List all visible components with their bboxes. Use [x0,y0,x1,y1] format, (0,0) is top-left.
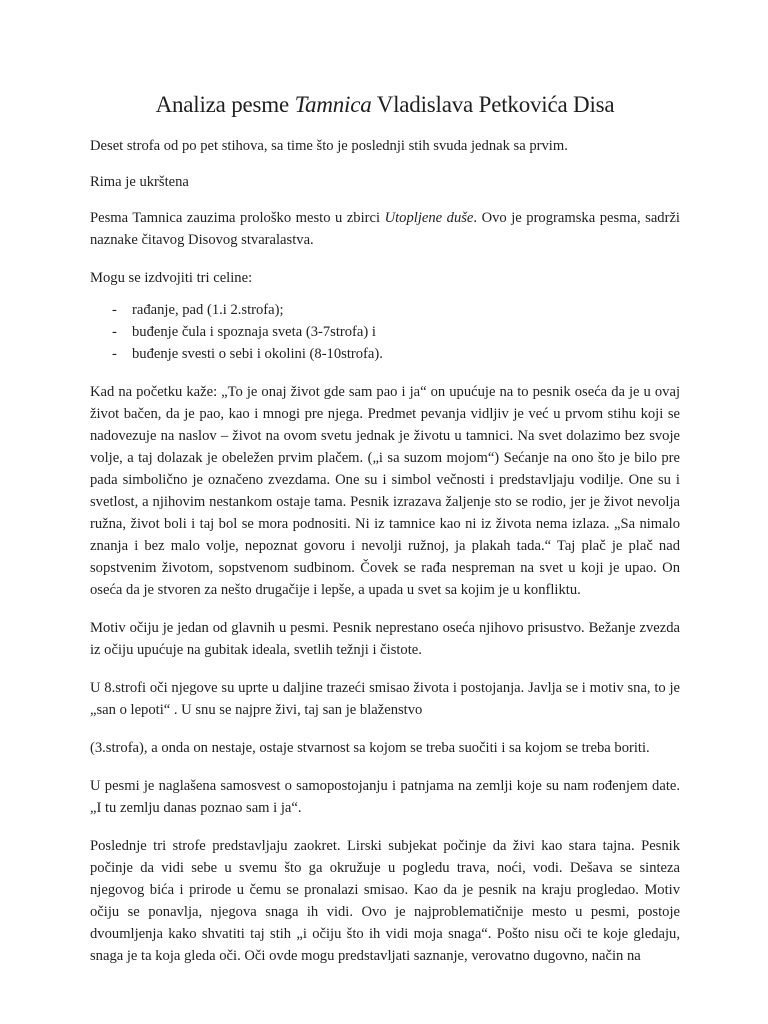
paragraph-parts-intro: Mogu se izdvojiti tri celine: [90,270,253,286]
title-author: Vladislava Petkovića Disa [371,92,615,117]
list-item: - buđenje svesti o sebi i okolini (8-10strofa). [90,343,680,365]
paragraph-analysis-beginning: Kad na početku kaže: „To je onaj život gde sam pao i ja“ on upućuje na to pesnik oseća da je u ovaj život bačen, da je pao, kao i mnogi pre njega. Predmet pevanja vidljiv je već u prvom stihu koji se nadovezuje na naslov – život na ovom svetu jednak je životu u tamnici. Na svet dolazimo bez svoje volje, a taj dolazak je obeležen prvim plačem. („i sa suzom mojom“) Sećanje na ono što je bilo pre pada simbolično je označeno zvezdama. One su i simbol večnosti i predstavljaju vodilje. One su i svetlost, a njihovim nestankom ostaje tama. Pesnik izrazava žaljenje sto se rodio, jer je život nevolja ružna, život boli i taj bol se mora podnositi. Ni iz tamnice kao ni iz života nema izlaza. „Sa nimalo znanja i bez malo volje, nepoznat govoru i nevolji ružnoj, ja plakah tada.“ Taj plač je plač nad sopstvenim životom, sopstvenom sudbinom. Čovek se rađa nespreman na svet u koji je upao. On oseća da je stvoren za nešto drugačije i lepše, a upada u svet sa kojim je u konfliktu. [90,384,680,598]
collection-name: Utopljene duše [384,210,474,226]
paragraph-structure: Deset strofa od po pet stihova, sa time što je poslednji stih svuda jednak sa prvim. [90,138,568,154]
list-item: - rađanje, pad (1.i 2.strofa); [90,299,680,321]
intro-text-end: . Ovo je programska pesma, sadrži naznake čitavog Disovog stvaralastva. [90,210,680,248]
paragraph-rhyme: Rima je ukrštena [90,174,189,190]
title-poem-name: Tamnica [294,92,372,117]
parts-list [90,299,680,365]
list-item: - buđenje čula i spoznaja sveta (3-7strofa) i [90,321,680,343]
paragraph-eighth-strophe: U 8.strofi oči njegove su uprte u daljine trazeći smisao života i postojanja. Javlja se i motiv sna, to je „san o lepoti“ . U snu se najpre živi, taj san je blaženstvo [90,680,680,718]
paragraph-eyes-motif: Motiv očiju je jedan od glavnih u pesmi. Pesnik neprestano oseća njihovo prisustvo. Bežanje zvezda iz očiju upućuje na gubitak ideala, svetlih težnji i čistote. [90,620,680,658]
paragraph-third-strophe: (3.strofa), a onda on nestaje, ostaje stvarnost sa kojom se treba suočiti i sa kojom se treba boriti. [90,740,650,756]
document-title [90,92,680,118]
paragraph-self-awareness: U pesmi je naglašena samosvest o samopostojanju i patnjama na zemlji koje su nam rođenjem date. „I tu zemlju danas poznao sam i ja“. [90,778,680,816]
paragraph-final-strophes: Poslednje tri strofe predstavljaju zaokret. Lirski subjekat počinje da živi kao stara tajna. Pesnik počinje da vidi sebe u svemu što ga okružuje u pogledu trava, noći, vodi. Dešava se sinteza njegovog bića i prirode u čemu se pronalazi smisao. Kao da je pesnik na kraju progledao. Motiv očiju se ponavlja, njegova snaga ih vidi. Ovo je najproblematičnije mesto u pesmi, postoje dvoumljenja kako shvatiti taj stih „i očiju što ih vidi moja snaga“. Pošto nisu oči te koje gledaju, snaga je ta koja gleda oči. Oči ovde mogu predstavljati saznanje, verovatno dugovno, način na [90,838,680,964]
intro-text: Pesma Tamnica zauzima prološko mesto u zbirci [90,210,385,226]
title-text: Analiza pesme [155,92,295,117]
paragraph-intro [90,207,680,251]
